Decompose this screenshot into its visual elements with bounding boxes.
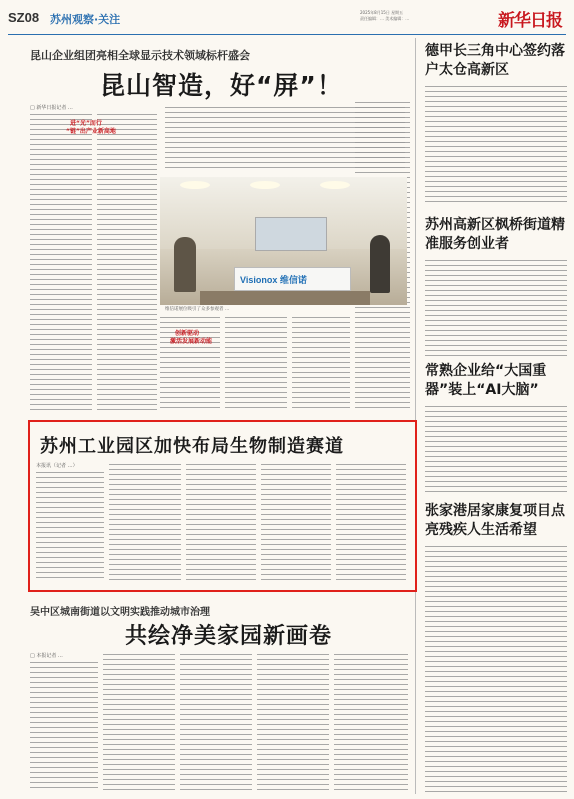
right-story-1-text	[425, 84, 567, 206]
bottom-col4	[257, 652, 329, 792]
feature-headline: 苏州工业园区加快布局生物制造赛道	[40, 436, 344, 457]
top-story-col2	[97, 112, 157, 412]
bottom-story-headline: 共绘净美家园新画卷	[125, 624, 333, 649]
right-headline-1: 德甲长三角中心签约落户太仓高新区	[425, 43, 565, 78]
bottom-col3	[180, 652, 252, 792]
subhead-4: 激活发展新动能	[170, 338, 213, 345]
feature-col4	[261, 462, 331, 582]
feature-byline: 本报讯（记者 …）	[36, 463, 78, 469]
newspaper-logo: 新华日报	[498, 11, 562, 31]
page-header	[0, 0, 574, 40]
right-story-3-text	[425, 404, 567, 496]
page-number: SZ08	[8, 10, 40, 25]
subhead-1: 进“光”而行	[70, 120, 102, 127]
right-headline-2: 苏州高新区枫桥街道精准服务创业者	[425, 217, 565, 252]
bottom-col5	[334, 652, 408, 792]
bottom-story-byline: □ 本报记者 …	[30, 653, 63, 659]
right-story-2-text	[425, 258, 567, 356]
feature-col5	[336, 462, 406, 582]
top-story-byline: □ 新华日报记者 …	[30, 105, 73, 111]
booth-sign: Visionox 维信诺	[240, 275, 307, 285]
right-headline-3: 常熟企业给“大国重器”装上“AI大脑”	[425, 363, 547, 398]
top-story-kicker: 昆山企业组团亮相全球显示技术领域标杆盛会	[30, 49, 250, 62]
feature-col3	[186, 462, 256, 582]
top-story-col4	[225, 315, 287, 412]
bottom-col1	[30, 660, 98, 792]
header-rule	[8, 34, 566, 35]
bottom-col2	[103, 652, 175, 792]
bottom-story-kicker: 吴中区城南街道以文明实践推动城市治理	[30, 607, 210, 618]
top-story-col1	[30, 112, 92, 412]
subhead-3: 创新驱动	[175, 330, 200, 337]
section-title: 苏州观察·关注	[50, 13, 121, 26]
top-story-col5	[292, 315, 350, 412]
exhibition-photo	[160, 177, 407, 305]
right-headline-4: 张家港居家康复项目点亮残疾人生活希望	[425, 503, 565, 538]
feature-col1	[36, 470, 104, 582]
right-story-4-text	[425, 544, 567, 792]
top-story-headline: 昆山智造，好“屏”！	[100, 71, 343, 100]
header-meta: 2025年8月15日 星期五 责任编辑：… 美术编辑：…	[360, 10, 410, 21]
column-divider	[415, 38, 416, 794]
photo-caption: 维信诺展位吸引了众多参观者 …	[165, 307, 230, 312]
subhead-2: “链”出产业新高地	[66, 128, 116, 135]
feature-col2	[109, 462, 181, 582]
